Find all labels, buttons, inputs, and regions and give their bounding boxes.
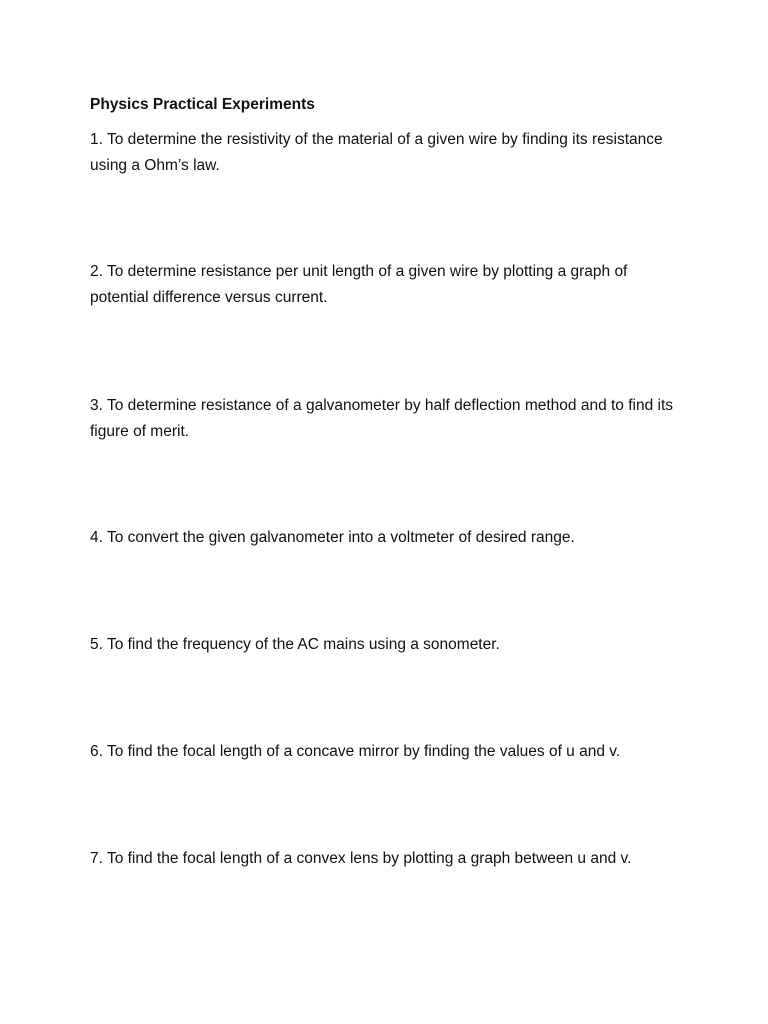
document-title: Physics Practical Experiments <box>90 96 315 113</box>
experiment-item-4: 4. To convert the given galvanometer into a voltmeter of desired range. <box>90 529 575 546</box>
experiment-item-1: 1. To determine the resistivity of the material of a given wire by finding its resistance using a Ohm’s law. <box>90 131 663 174</box>
experiment-item-3: 3. To determine resistance of a galvanometer by half deflection method and to find its figure of merit. <box>90 397 674 440</box>
experiment-item-5: 5. To find the frequency of the AC mains using a sonometer. <box>90 636 500 653</box>
experiment-item-2: 2. To determine resistance per unit length of a given wire by plotting a graph of potential difference versus current. <box>90 263 628 306</box>
experiment-item-6: 6. To find the focal length of a concave mirror by finding the values of u and v. <box>90 743 621 760</box>
experiment-item-7: 7. To find the focal length of a convex lens by plotting a graph between u and v. <box>90 850 632 867</box>
